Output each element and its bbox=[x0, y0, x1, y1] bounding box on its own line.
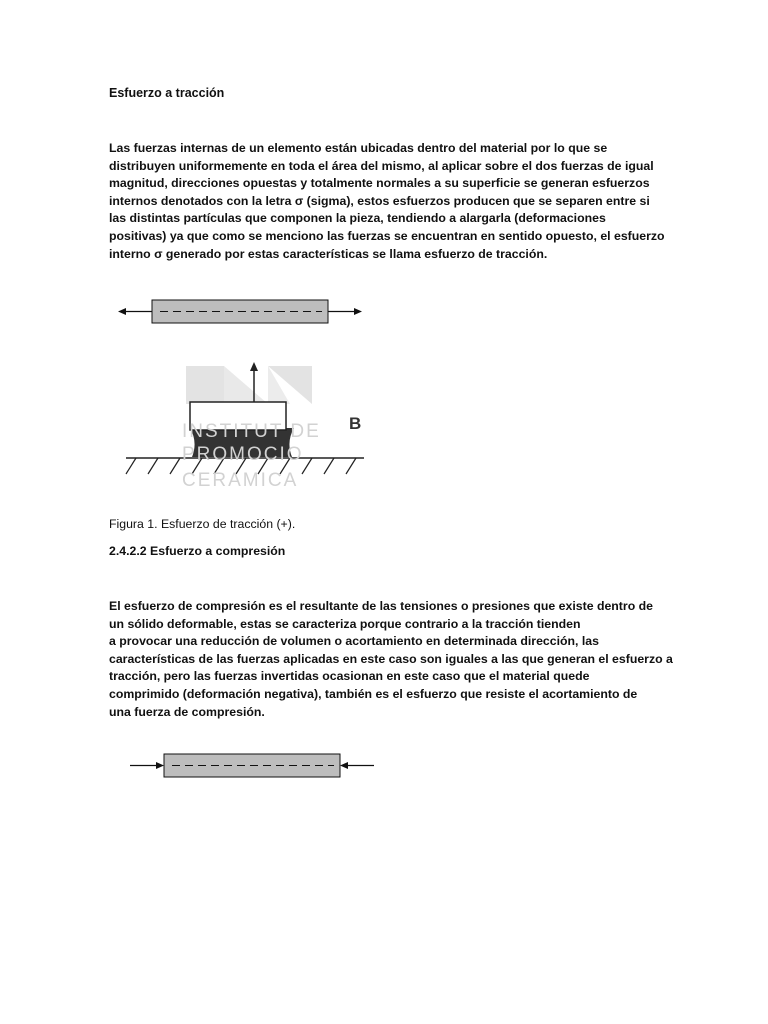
section-title: Esfuerzo a tracción bbox=[109, 86, 225, 100]
paragraph-line: distribuyen uniformemente en toda el área del mismo, al aplicar sobre el dos fuerzas de igual bbox=[109, 158, 654, 173]
paragraph-line: tracción, pero las fuerzas invertidas ocasionan en este caso que el material quede bbox=[109, 669, 590, 684]
watermark-text: CERAMICA bbox=[182, 470, 299, 491]
paragraph-line: características de las fuerzas aplicadas en este caso son iguales a las que generan el esfuerzo a bbox=[109, 651, 673, 666]
figure-caption: Figura 1. Esfuerzo de tracción (+). bbox=[109, 517, 296, 531]
watermark-text: INSTITUT DE bbox=[182, 421, 321, 442]
right-arrow-icon bbox=[156, 762, 164, 769]
paragraph-line: las distintas partículas que componen la pieza, tendiendo a alargarla (deformaciones bbox=[109, 211, 606, 226]
left-arrow-icon bbox=[118, 308, 126, 315]
tension-diagram bbox=[110, 290, 370, 330]
subsection-heading: 2.4.2.2 Esfuerzo a compresión bbox=[109, 544, 286, 558]
paragraph-line: El esfuerzo de compresión es el resultante de las tensiones o presiones que existe dentro de bbox=[109, 599, 653, 613]
paragraph-line: Las fuerzas internas de un elemento están ubicadas dentro del material por lo que se bbox=[109, 141, 608, 155]
watermark-shape bbox=[186, 366, 224, 404]
paragraph-line: positivas) ya que como se menciono las fuerzas se encuentran en sentido opuesto, el esfuerzo bbox=[109, 228, 665, 243]
paragraph-line: a provocar una reducción de volumen o acortamiento en determinada dirección, las bbox=[109, 634, 599, 649]
watermark-logo bbox=[186, 366, 312, 404]
paragraph-line: internos denotados con la letra σ (sigma), estos esfuerzos producen que se separen entre si bbox=[109, 193, 650, 208]
left-arrow-icon bbox=[340, 762, 348, 769]
paragraph-line: comprimido (deformación negativa), también es el esfuerzo que resiste el acortamiento de bbox=[109, 686, 638, 701]
figure-label: B bbox=[349, 414, 362, 433]
paragraph-line: una fuerza de compresión. bbox=[109, 704, 265, 719]
paragraph-traccion bbox=[109, 140, 665, 263]
compression-diagram bbox=[122, 746, 382, 786]
right-arrow-icon bbox=[354, 308, 362, 315]
watermark-text: PROMOCIO bbox=[182, 444, 304, 465]
paragraph-line: un sólido deformable, estas se caracteriza porque contrario a la tracción tienden bbox=[109, 616, 581, 631]
paragraph-line: magnitud, direcciones opuestas y totalmente normales a su superficie se generan esfuerzos bbox=[109, 176, 650, 191]
tension-photo-figure bbox=[120, 358, 370, 493]
paragraph-compresion bbox=[109, 598, 673, 721]
up-arrow-icon bbox=[250, 362, 258, 371]
watermark-shape bbox=[224, 366, 268, 404]
paragraph-line: interno σ generado por estas características se llama esfuerzo de tracción. bbox=[109, 246, 548, 261]
